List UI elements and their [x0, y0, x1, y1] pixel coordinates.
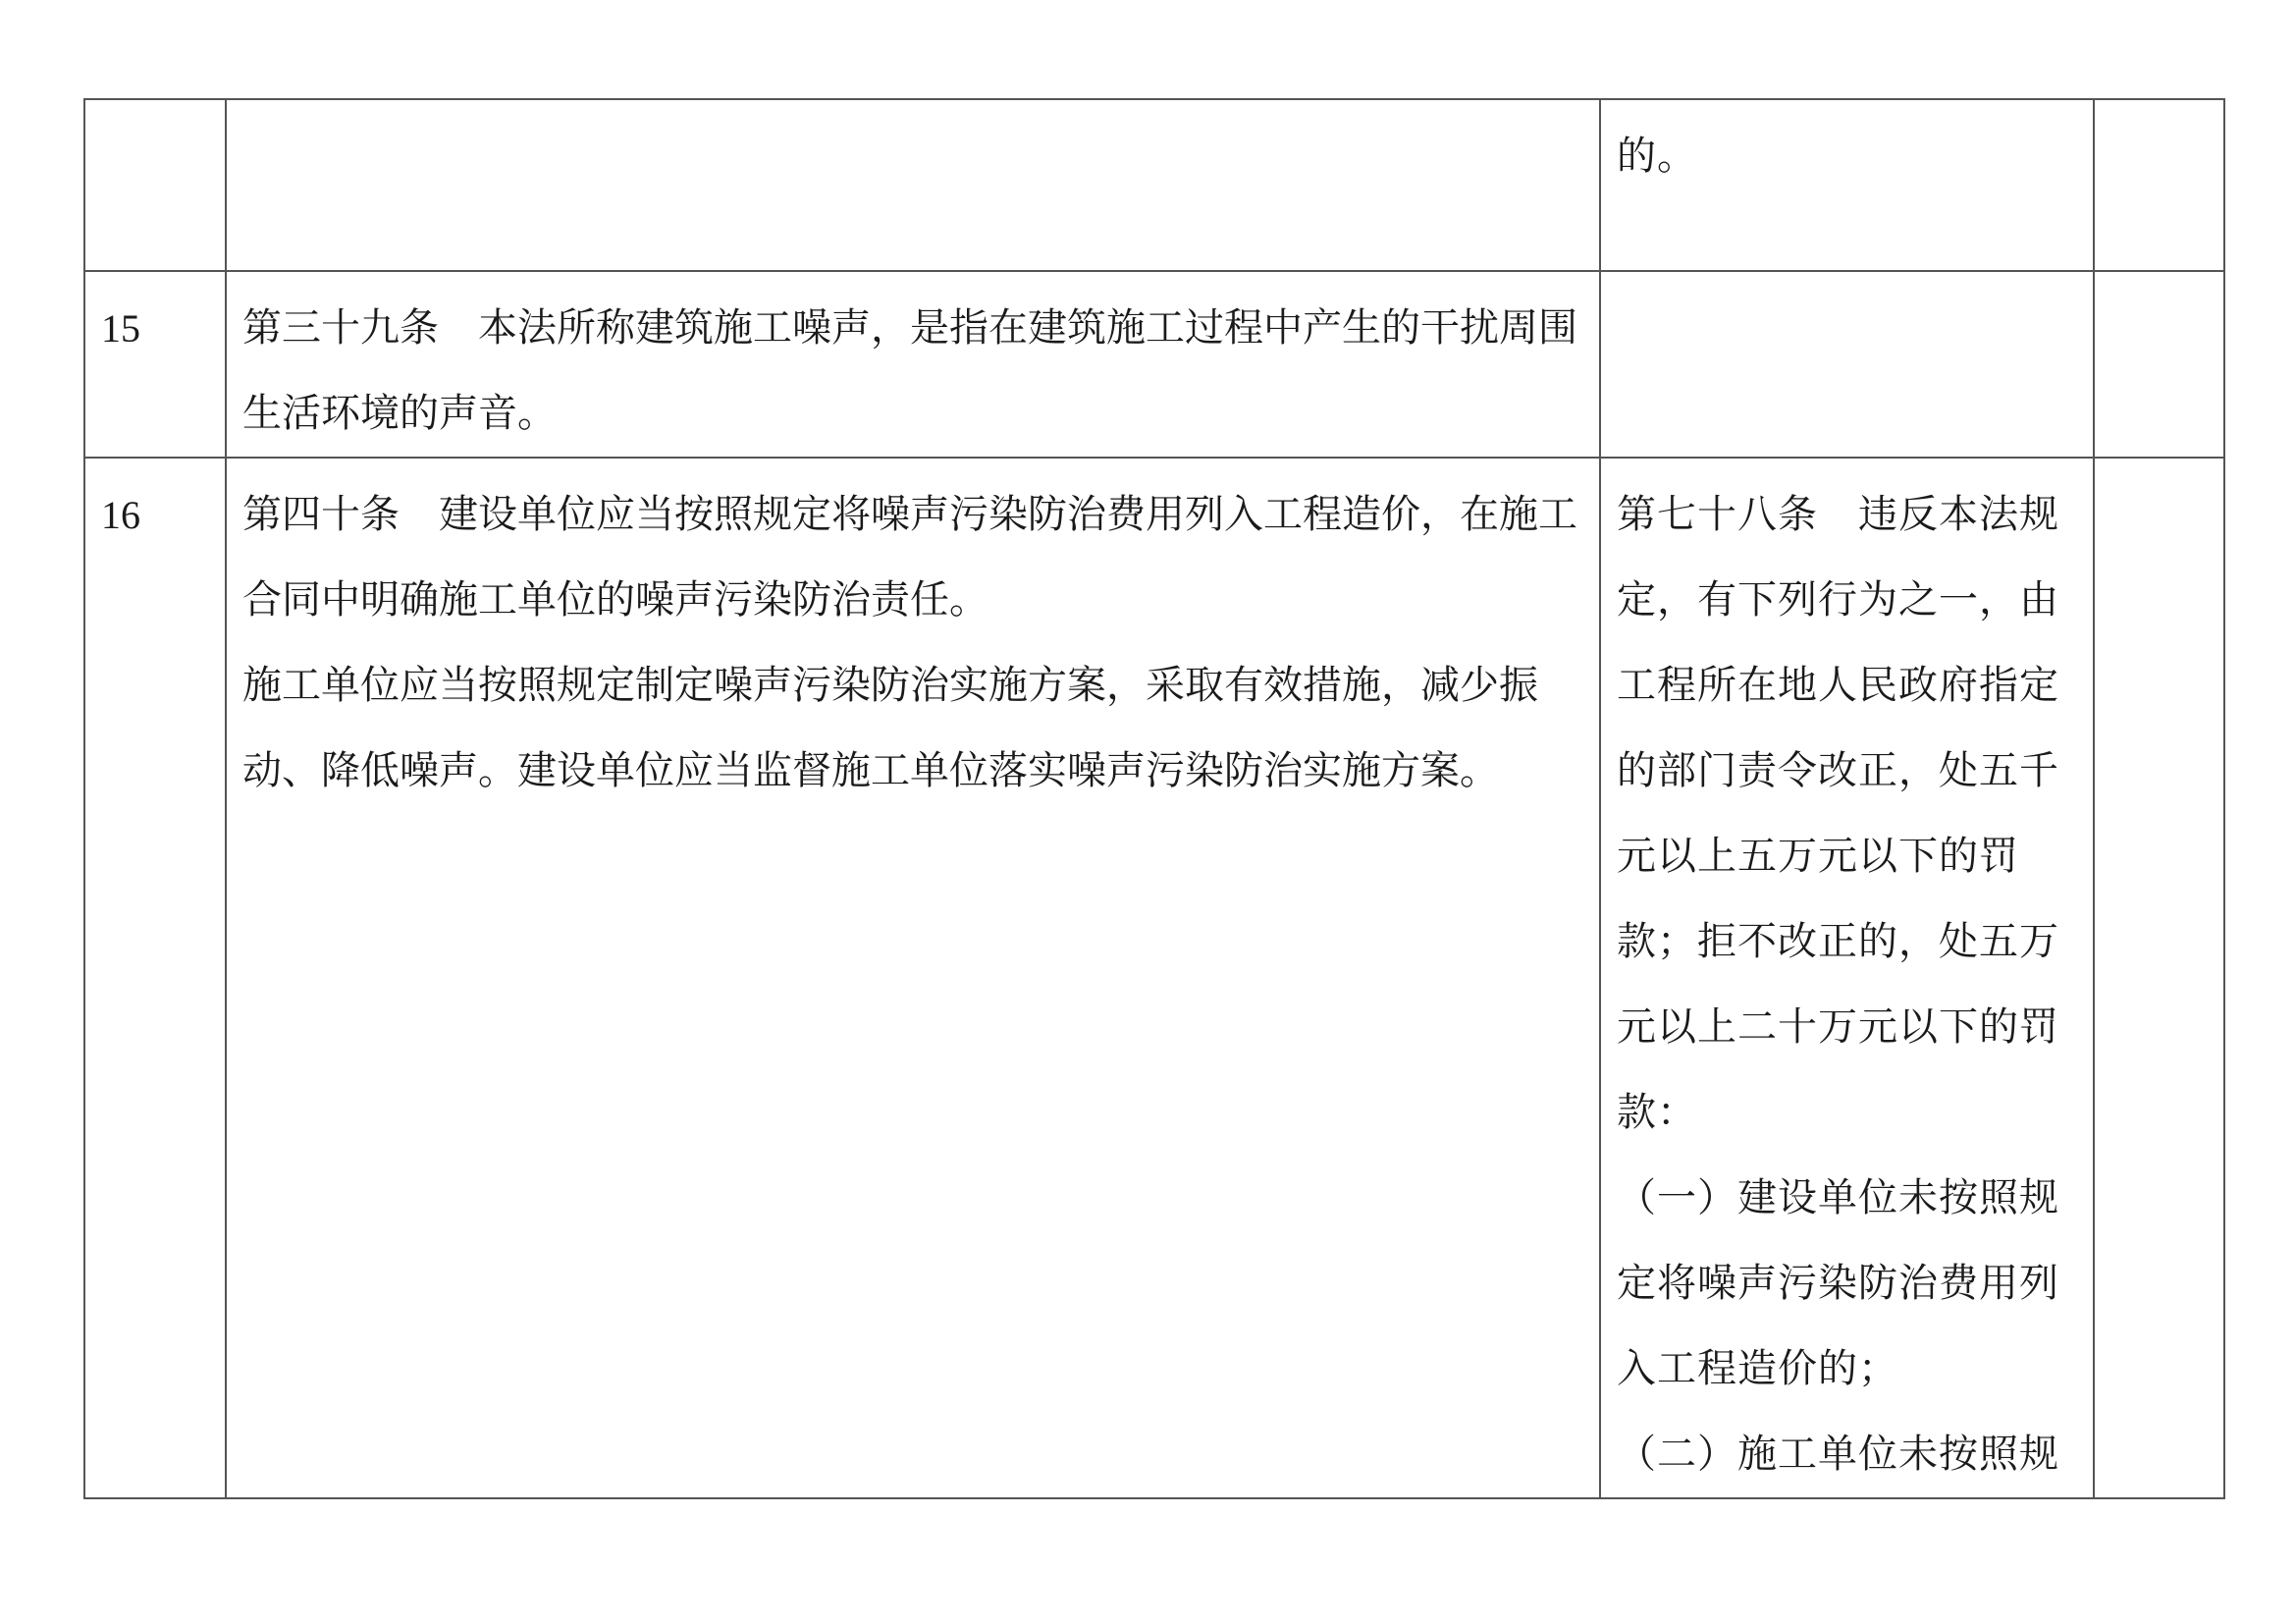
penalty-text-cell: [1600, 458, 2094, 1498]
row-number-cell: 16: [84, 458, 226, 1498]
table-row: [84, 99, 2224, 271]
penalty-paragraph: （二）施工单位未按照规: [1617, 1432, 2059, 1477]
law-text-cell: [226, 99, 1600, 271]
law-paragraph: 第三十九条 本法所称建筑施工噪声，是指在建筑施工过程中产生的干扰周围生活环境的声音。: [242, 305, 1577, 436]
penalty-text-cell: [1600, 99, 2094, 271]
penalty-paragraph: 的。: [1617, 134, 1697, 179]
penalty-paragraph: 第七十八条 违反本法规定，有下列行为之一，由工程所在地人民政府指定的部门责令改正，处五千元以上五万元以下的罚款；拒不改正的，处五万元以上二十万元以下的罚款：: [1617, 492, 2059, 1135]
law-paragraph: 第四十条 建设单位应当按照规定将噪声污染防治费用列入工程造价，在施工合同中明确施工单位的噪声污染防治责任。: [242, 492, 1577, 623]
table-row: [84, 458, 2224, 1498]
note-cell: [2094, 458, 2224, 1498]
penalty-paragraph: （一）建设单位未按照规定将噪声污染防治费用列入工程造价的；: [1617, 1175, 2059, 1391]
note-cell: [2094, 99, 2224, 271]
row-number-cell: [84, 99, 226, 271]
law-paragraph: 施工单位应当按照规定制定噪声污染防治实施方案，采取有效措施，减少振动、降低噪声。建设单位应当监督施工单位落实噪声污染防治实施方案。: [242, 663, 1538, 793]
row-number-cell: 15: [84, 271, 226, 458]
law-comparison-table: [83, 98, 2225, 1499]
penalty-text-cell: [1600, 271, 2094, 458]
law-text-cell: [226, 271, 1600, 458]
law-text-cell: [226, 458, 1600, 1498]
table-row: [84, 271, 2224, 458]
note-cell: [2094, 271, 2224, 458]
